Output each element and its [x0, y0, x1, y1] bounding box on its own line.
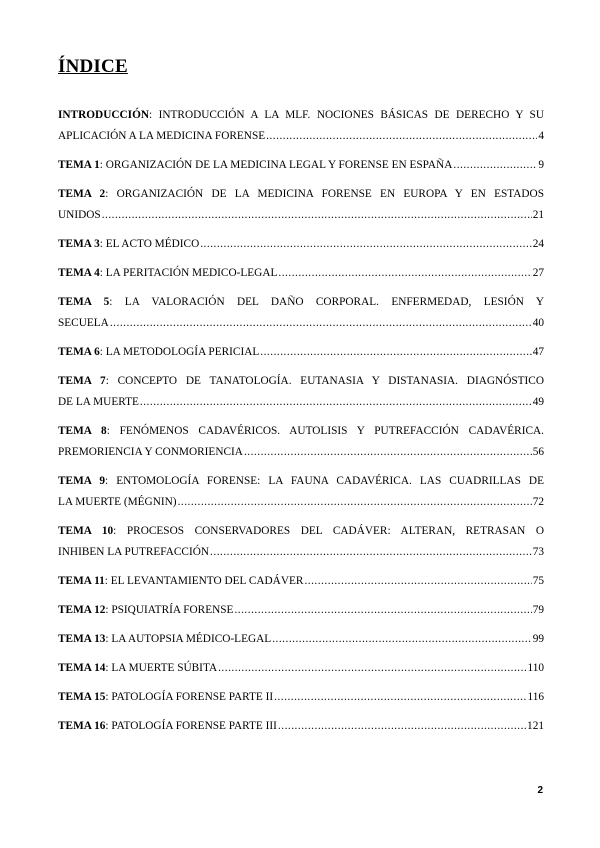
toc-entry-number: TEMA 4	[58, 267, 100, 279]
toc-entry-page: 99	[532, 633, 544, 645]
toc-entry[interactable]	[58, 234, 544, 255]
toc-entry-title: EL LEVANTAMIENTO DEL CADÁVER	[110, 575, 304, 587]
toc-entry-leader-line	[58, 234, 544, 255]
toc-entry-leader-line	[58, 392, 544, 413]
toc-entry-leader-line	[58, 571, 544, 592]
toc-entry-separator: :	[149, 109, 159, 121]
toc-entry-title-line	[58, 521, 544, 542]
toc-entry-text	[58, 600, 233, 621]
toc-entry-title-continuation: APLICACIÓN A LA MEDICINA FORENSE	[58, 130, 266, 142]
toc-entry-number: TEMA 5	[58, 296, 110, 308]
toc-dot-leader	[304, 571, 531, 592]
toc-entry-page: 72	[532, 496, 544, 508]
toc-entry[interactable]	[58, 371, 544, 413]
toc-entry-title-continuation: PREMORIENCIA Y CONMORIENCIA	[58, 446, 243, 458]
toc-entry-page: 47	[532, 346, 544, 358]
toc-entry[interactable]	[58, 292, 544, 334]
toc-entry[interactable]	[58, 687, 544, 708]
toc-dot-leader	[102, 205, 532, 226]
toc-entry-title-continuation: INHIBEN LA PUTREFACCIÓN	[58, 546, 210, 558]
toc-entry-page: 24	[532, 238, 544, 250]
toc-entry-page: 21	[532, 209, 544, 221]
toc-entry[interactable]	[58, 421, 544, 463]
toc-entry-leader-line	[58, 658, 544, 679]
toc-entry-number: TEMA 3	[58, 238, 100, 250]
toc-entry-title-line	[58, 471, 544, 492]
toc-entry-title: ORGANIZACIÓN DE LA MEDICINA LEGAL Y FORENSE EN ESPAÑA	[105, 159, 453, 171]
toc-entry-text	[58, 492, 177, 513]
toc-entry-page: 121	[527, 720, 544, 732]
toc-dot-leader	[260, 342, 531, 363]
toc-entry-title: PSIQUIATRÍA FORENSE	[111, 604, 234, 616]
toc-entry-number: TEMA 12	[58, 604, 106, 616]
toc-entry[interactable]	[58, 521, 544, 563]
toc-entry-separator: :	[113, 525, 127, 537]
toc-entry-separator: :	[105, 720, 112, 732]
toc-entry-title: FENÓMENOS CADAVÉRICOS. AUTOLISIS Y PUTREFACCIÓN CADAVÉRICA.	[119, 425, 544, 437]
toc-entry-title-line	[58, 421, 544, 442]
toc-entry-page: 49	[532, 396, 544, 408]
toc-dot-leader	[244, 442, 532, 463]
toc-entry-leader-line	[58, 263, 544, 284]
toc-entry-number: INTRODUCCIÓN	[58, 109, 150, 121]
page-number: 2	[537, 785, 543, 796]
toc-entry-number: TEMA 15	[58, 691, 106, 703]
toc-entry-title-continuation: SECUELA	[58, 317, 109, 329]
toc-entry-leader-line	[58, 600, 544, 621]
toc-entry-leader-line	[58, 629, 544, 650]
toc-entry[interactable]	[58, 184, 544, 226]
toc-entry-title: PATOLOGÍA FORENSE PARTE III	[111, 720, 277, 732]
toc-entry-separator: :	[99, 267, 106, 279]
toc-entry-leader-line	[58, 542, 544, 563]
toc-entry-separator: :	[105, 691, 112, 703]
toc-entry-title-continuation: LA MUERTE (MÉGNIN)	[58, 496, 177, 508]
toc-entry-title-line	[58, 184, 544, 205]
toc-entry[interactable]	[58, 600, 544, 621]
toc-entry[interactable]	[58, 716, 544, 737]
toc-entry[interactable]	[58, 658, 544, 679]
toc-entry-title: PROCESOS CONSERVADORES DEL CADÁVER: ALTERAN, RETRASAN O	[126, 525, 544, 537]
toc-entry-separator: :	[106, 425, 120, 437]
toc-entry-title: LA PERITACIÓN MEDICO-LEGAL	[105, 267, 278, 279]
toc-entry[interactable]	[58, 105, 544, 147]
toc-entry-title: PATOLOGÍA FORENSE PARTE II	[111, 691, 274, 703]
toc-entry-page: 75	[532, 575, 544, 587]
toc-entry[interactable]	[58, 342, 544, 363]
toc-entry-text	[58, 542, 209, 563]
toc-dot-leader	[110, 313, 532, 334]
toc-entry-page: 73	[532, 546, 544, 558]
toc-entry-title-line	[58, 105, 544, 126]
toc-entry-number: TEMA 14	[58, 662, 106, 674]
toc-entry-text	[58, 629, 271, 650]
toc-entry-number: TEMA 13	[58, 633, 106, 645]
toc-entry-title: INTRODUCCIÓN A LA MLF. NOCIONES BÁSICAS DE DERECHO Y SU	[158, 109, 544, 121]
toc-entry-text	[58, 571, 303, 592]
toc-entry-leader-line	[58, 442, 544, 463]
toc-entry-separator: :	[105, 604, 112, 616]
toc-entry-text	[58, 687, 273, 708]
table-of-contents	[58, 105, 544, 745]
toc-entry-page: 116	[527, 691, 544, 703]
toc-entry-title-line	[58, 371, 544, 392]
toc-entry-separator: :	[109, 296, 125, 308]
toc-entry-title: LA AUTOPSIA MÉDICO-LEGAL	[111, 633, 272, 645]
toc-entry-text	[58, 234, 199, 255]
toc-entry[interactable]	[58, 629, 544, 650]
toc-entry-number: TEMA 1	[58, 159, 100, 171]
toc-entry-page: 56	[532, 446, 544, 458]
toc-entry-number: TEMA 9	[58, 475, 105, 487]
toc-entry-page: 27	[532, 267, 544, 279]
toc-dot-leader	[278, 263, 531, 284]
toc-entry-separator: :	[105, 633, 112, 645]
toc-entry-text	[58, 155, 452, 176]
toc-dot-leader	[234, 600, 531, 621]
toc-entry-page: 9	[538, 159, 544, 171]
toc-entry-text	[58, 442, 243, 463]
toc-dot-leader	[210, 542, 532, 563]
toc-entry-number: TEMA 7	[58, 375, 106, 387]
toc-entry[interactable]	[58, 263, 544, 284]
toc-entry-number: TEMA 2	[58, 188, 106, 200]
toc-entry-separator: :	[99, 238, 106, 250]
toc-entry-text	[58, 126, 265, 147]
toc-entry-separator: :	[105, 475, 117, 487]
toc-entry[interactable]	[58, 571, 544, 592]
toc-entry-title-continuation: DE LA MUERTE	[58, 396, 139, 408]
toc-entry-text	[58, 313, 109, 334]
toc-entry-leader-line	[58, 205, 544, 226]
toc-entry-title: LA VALORACIÓN DEL DAÑO CORPORAL. ENFERMEDAD, LESIÓN Y	[124, 296, 544, 308]
toc-entry-text	[58, 716, 277, 737]
index-heading: ÍNDICE	[58, 56, 128, 77]
toc-entry-separator: :	[105, 662, 112, 674]
toc-entry-title: LA METODOLOGÍA PERICIAL	[105, 346, 260, 358]
toc-entry-title: ORGANIZACIÓN DE LA MEDICINA FORENSE EN EUROPA Y EN ESTADOS	[116, 188, 544, 200]
toc-entry-text	[58, 658, 217, 679]
toc-entry-leader-line	[58, 155, 544, 176]
toc-dot-leader	[140, 392, 532, 413]
toc-entry-leader-line	[58, 716, 544, 737]
toc-entry-leader-line	[58, 342, 544, 363]
toc-entry-number: TEMA 16	[58, 720, 106, 732]
toc-entry-number: TEMA 10	[58, 525, 114, 537]
toc-entry-separator: :	[105, 188, 117, 200]
toc-entry-text	[58, 392, 139, 413]
toc-entry-title-continuation: UNIDOS	[58, 209, 101, 221]
toc-entry[interactable]	[58, 471, 544, 513]
toc-entry-title: EL ACTO MÉDICO	[105, 238, 200, 250]
toc-entry-text	[58, 263, 277, 284]
toc-entry-page: 79	[532, 604, 544, 616]
toc-entry[interactable]	[58, 155, 544, 176]
toc-entry-separator: :	[105, 375, 118, 387]
toc-entry-leader-line	[58, 313, 544, 334]
toc-entry-title: ENTOMOLOGÍA FORENSE: LA FAUNA CADAVÉRICA. LAS CUADRILLAS DE	[116, 475, 544, 487]
toc-dot-leader	[453, 155, 537, 176]
toc-entry-number: TEMA 11	[58, 575, 105, 587]
toc-entry-separator: :	[104, 575, 111, 587]
toc-entry-leader-line	[58, 492, 544, 513]
toc-dot-leader	[200, 234, 531, 255]
toc-dot-leader	[178, 492, 532, 513]
toc-entry-number: TEMA 8	[58, 425, 107, 437]
toc-entry-number: TEMA 6	[58, 346, 100, 358]
toc-dot-leader	[278, 716, 526, 737]
toc-entry-separator: :	[99, 346, 106, 358]
toc-dot-leader	[272, 629, 532, 650]
toc-entry-page: 40	[532, 317, 544, 329]
toc-entry-title-line	[58, 292, 544, 313]
toc-entry-title: LA MUERTE SÚBITA	[111, 662, 218, 674]
toc-entry-text	[58, 342, 259, 363]
toc-entry-separator: :	[99, 159, 106, 171]
toc-dot-leader	[274, 687, 526, 708]
toc-entry-leader-line	[58, 687, 544, 708]
toc-dot-leader	[266, 126, 537, 147]
toc-dot-leader	[218, 658, 526, 679]
toc-entry-leader-line	[58, 126, 544, 147]
toc-entry-text	[58, 205, 101, 226]
toc-entry-page: 110	[527, 662, 544, 674]
toc-entry-title: CONCEPTO DE TANATOLOGÍA. EUTANASIA Y DISTANASIA. DIAGNÓSTICO	[117, 375, 544, 387]
toc-entry-page: 4	[538, 130, 544, 142]
